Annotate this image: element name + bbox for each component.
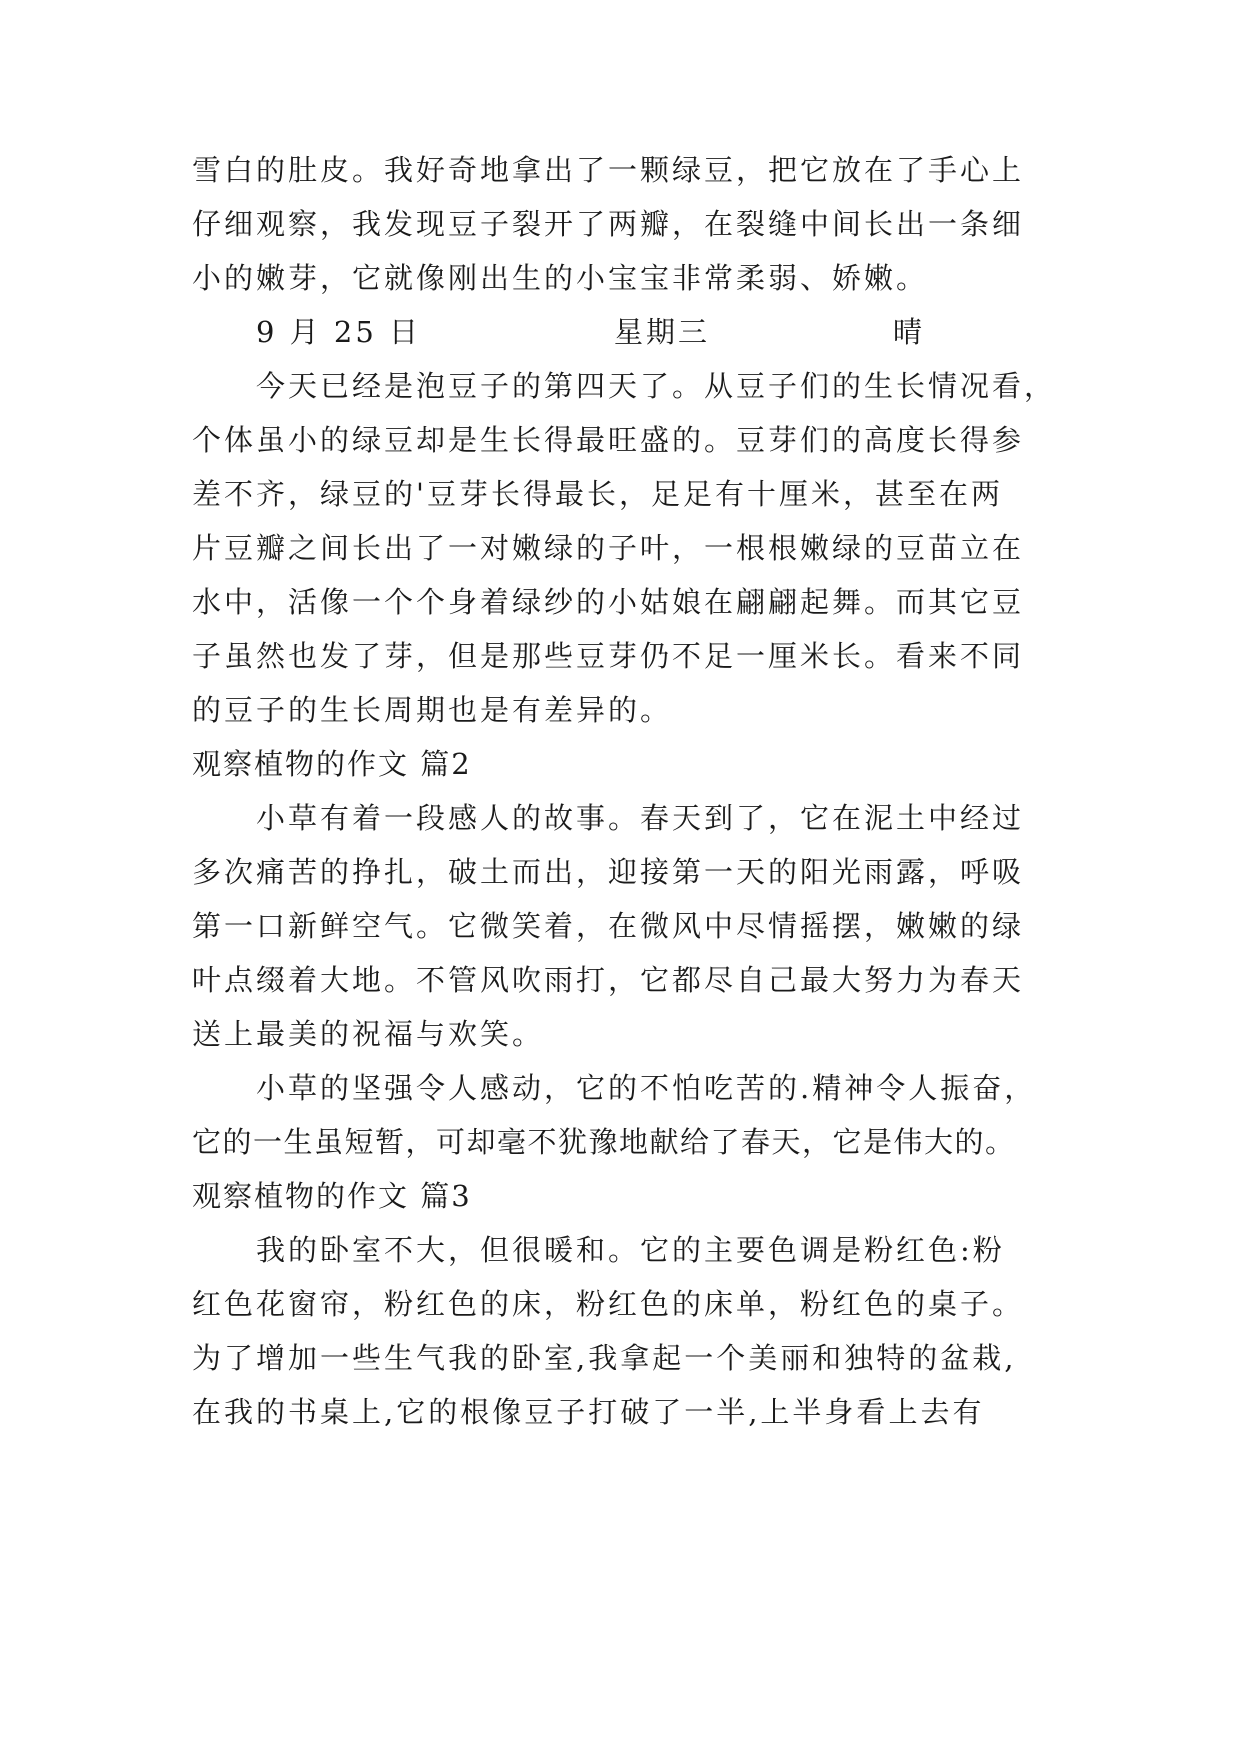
- paragraph-line: 红色花窗帘，粉红色的床，粉红色的床单，粉红色的桌子。: [192, 1287, 1025, 1321]
- paragraph-line: 水中，活像一个个身着绿纱的小姑娘在翩翩起舞。而其它豆: [192, 585, 1025, 619]
- paragraph-line: 第一口新鲜空气。它微笑着，在微风中尽情摇摆，嫩嫩的绿: [192, 909, 1025, 943]
- paragraph-line: 雪白的肚皮。我好奇地拿出了一颗绿豆，把它放在了手心上: [192, 153, 1025, 187]
- paragraph-line: 子虽然也发了芽，但是那些豆芽仍不足一厘米长。看来不同: [192, 639, 1025, 673]
- paragraph-line: 个体虽小的绿豆却是生长得最旺盛的。豆芽们的高度长得参: [192, 423, 1025, 457]
- section-heading: 观察植物的作文 篇3: [192, 1179, 472, 1213]
- section-heading: 观察植物的作文 篇2: [192, 747, 472, 781]
- paragraph-line: 送上最美的祝福与欢笑。: [192, 1017, 545, 1051]
- diary-date: 9 月 25 日: [256, 315, 422, 349]
- paragraph-line: 我的卧室不大，但很暖和。它的主要色调是粉红色:粉: [256, 1233, 1005, 1267]
- paragraph-line: 小的嫩芽，它就像刚出生的小宝宝非常柔弱、娇嫩。: [192, 261, 929, 295]
- diary-weather: 晴: [893, 315, 926, 349]
- paragraph-line: 为了增加一些生气我的卧室,我拿起一个美丽和独特的盆栽,: [192, 1341, 1017, 1375]
- paragraph-line: 多次痛苦的挣扎，破土而出，迎接第一天的阳光雨露，呼吸: [192, 855, 1025, 889]
- paragraph-line: 片豆瓣之间长出了一对嫩绿的子叶，一根根嫩绿的豆苗立在: [192, 531, 1025, 565]
- paragraph-line: 在我的书桌上,它的根像豆子打破了一半,上半身看上去有: [192, 1395, 985, 1429]
- diary-weekday: 星期三: [614, 315, 711, 349]
- paragraph-line: 小草的坚强令人感动，它的不怕吃苦的.精神令人振奋，: [256, 1071, 1037, 1105]
- paragraph-line: 它的一生虽短暂，可却毫不犹豫地献给了春天，它是伟大的。: [192, 1125, 1016, 1159]
- paragraph-line: 今天已经是泡豆子的第四天了。从豆子们的生长情况看，: [256, 369, 1057, 403]
- paragraph-line: 仔细观察，我发现豆子裂开了两瓣，在裂缝中间长出一条细: [192, 207, 1025, 241]
- paragraph-line: 小草有着一段感人的故事。春天到了，它在泥土中经过: [256, 801, 1025, 835]
- paragraph-line: 叶点缀着大地。不管风吹雨打，它都尽自己最大努力为春天: [192, 963, 1025, 997]
- paragraph-line: 差不齐，绿豆的'豆芽长得最长，足足有十厘米，甚至在两: [192, 477, 1003, 511]
- paragraph-line: 的豆子的生长周期也是有差异的。: [192, 693, 673, 727]
